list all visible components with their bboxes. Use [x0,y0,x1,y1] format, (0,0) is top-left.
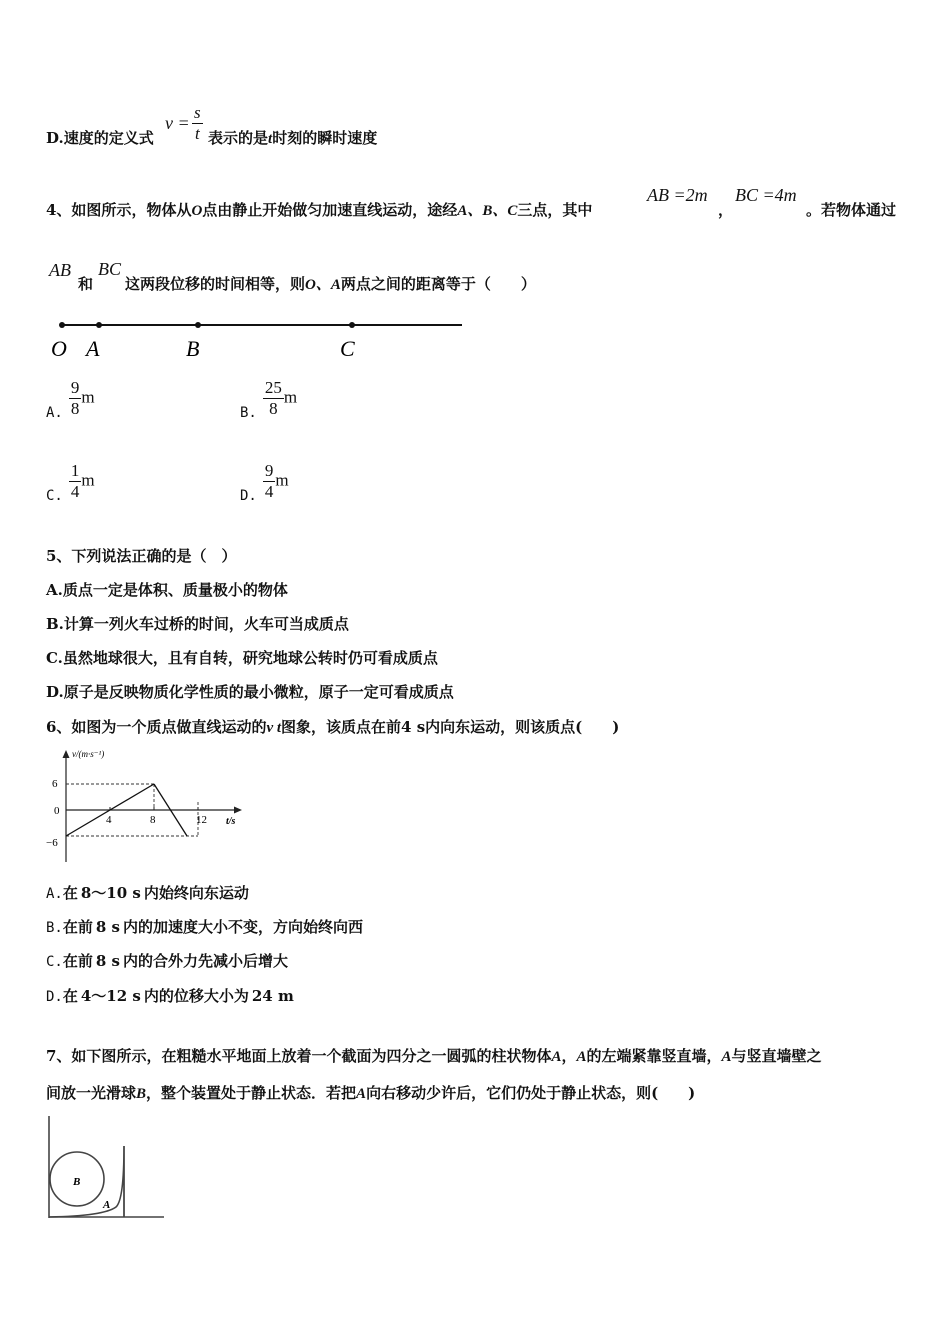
option-label: A. [46,581,63,599]
formula-lhs: v = [165,113,190,133]
option-text: 原子是反映物质化学性质的最小微粒，原子一定可看成质点 [63,683,454,701]
q7-a1: A [551,1049,562,1065]
y-tick-label-0: 0 [54,805,60,817]
q7-stem-line1 [46,1045,822,1066]
q7-text-1c: 的左端紧靠竖直墙， [586,1047,722,1065]
option-den: 8 [70,399,80,418]
q4-stem-line1 [46,199,592,220]
q7-text-2c: 向右移动少许后，它们仍处于静止状态，则( ) [366,1084,696,1102]
option-num: 25 [264,378,282,397]
option-text-b: 内的位移大小为 [143,987,249,1005]
q4-comma: ， [718,201,734,219]
q4-oa: O、A [305,277,341,293]
option-label: D. [46,989,63,1005]
option-label: C. [46,954,63,970]
label-b: B [186,336,200,361]
option-num: 1 [70,461,80,480]
q6-text-c: 内向东运动，则该质点( ) [425,718,620,736]
q6-vt-chart [44,744,254,864]
option-bold: 8 s [95,918,120,936]
q7-text-1a: 7、如下图所示，在粗糙水平地面上放着一个截面为四分之一圆弧的柱状物体 [46,1047,552,1065]
point-a [96,322,102,328]
q4-text-b: 点由静止开始做匀加速直线运动，途经 [202,201,458,219]
y-tick-label-6: 6 [52,778,58,790]
q4-bc-equation [735,185,797,206]
option-text-a: 在前 [62,918,93,936]
text-t: t [268,131,273,147]
text-post2: 时刻的瞬时速度 [272,129,378,147]
q5-option-d[interactable] [46,681,454,702]
x-tick-label-8: 8 [150,814,156,826]
q6-option-b[interactable] [46,916,363,937]
option-bold: 4～12 s [80,987,141,1005]
label-c: C [340,336,355,361]
q4-he: 和 [78,275,94,293]
option-label: D. [240,487,257,504]
text-post1: 表示的是 [208,129,269,147]
q5-option-a[interactable] [46,579,288,600]
q6-option-a[interactable] [46,882,249,903]
y-tick-label-neg6: −6 [46,837,58,849]
q7-figure [44,1112,168,1222]
option-text: 质点一定是体积、质量极小的物体 [62,581,288,599]
label-o: O [51,336,67,361]
q4-stem-line1-end: 。若物体通过 [806,201,897,219]
ball-b-label: B [73,1176,81,1188]
q4-option-b[interactable] [240,378,297,419]
option-label: C. [46,649,63,667]
q4-option-c[interactable] [46,461,95,502]
option-unit: m [81,470,95,490]
option-label: B. [46,615,64,633]
q6-text-b: 图象，该质点在前 [281,718,402,736]
q7-text-2b: ，整个装置处于静止状态．若把 [146,1084,357,1102]
q4-stem-line2 [125,273,536,294]
q4-text-c: 三点，其中 [517,201,593,219]
option-unit: m [275,470,289,490]
y-axis-arrow [63,750,70,758]
ab-eq: AB =2m [647,185,708,205]
q4-bc-symbol: BC [98,259,122,279]
option-den: 4 [264,482,274,501]
q5-option-b[interactable] [46,613,349,634]
q4-option-a[interactable] [46,378,95,419]
formula-fraction [192,103,203,144]
q7-a4: A [356,1086,367,1102]
q4-o: O [191,203,203,219]
q7-a2: A [576,1049,587,1065]
x-axis-arrow [234,807,242,814]
option-text-b: 内始终向东运动 [143,884,249,902]
option-label: B. [46,920,63,936]
bc-eq: BC =4m [735,185,797,205]
q4-ab-symbol: AB [49,260,71,280]
option-label: D. [46,683,64,701]
q6-4s: 4 s [401,718,426,736]
q6-text-a: 6、如图为一个质点做直线运动的 [46,718,267,736]
q3-option-d [46,127,154,148]
option-text-a: 在 [62,987,78,1005]
x-tick-label-4: 4 [106,814,112,826]
q4-text-e: 这两段位移的时间相等，则 [125,275,306,293]
x-tick-label-12: 12 [196,814,207,826]
option-unit: m [81,387,95,407]
point-c [349,322,355,328]
option-num: 9 [70,378,80,397]
q7-a3: A [721,1049,732,1065]
q4-option-d[interactable] [240,461,289,502]
option-label: D. [46,129,64,147]
option-bold: 8 s [95,952,120,970]
q6-stem [46,716,619,737]
option-text: 虽然地球很大，且有自转，研究地球公转时仍可看成质点 [62,649,438,667]
block-a-label: A [103,1199,111,1211]
option-den: 8 [269,399,278,418]
q6-vt: v t [266,720,282,736]
y-axis-label: v/(m·s⁻¹) [72,749,105,759]
q4-text-a: 4、如图所示，物体从 [46,201,192,219]
q4-text-f: 两点之间的距离等于（ ） [340,275,536,293]
option-label: A. [46,886,63,902]
q7-text-2a: 间放一光滑球 [46,1084,137,1102]
q7-b1: B [136,1086,147,1102]
q7-text-1d: 与竖直墙壁之 [731,1047,822,1065]
option-num: 9 [264,461,274,480]
chart-axes [63,750,243,862]
q6-option-d[interactable] [46,985,294,1006]
option-label: C. [46,487,63,504]
point-b [195,322,201,328]
option-text-pre: 速度的定义式 [63,129,154,147]
q5-stem: 5、下列说法正确的是（ ） [46,547,237,565]
formula-den: t [194,124,200,143]
option-den: 4 [70,482,80,501]
label-a: A [86,336,100,361]
q7-text-1b: ， [561,1047,577,1065]
option-text-b: 内的合外力先减小后增大 [122,952,288,970]
option-bold: 8～10 s [80,884,141,902]
option-text-b: 内的加速度大小不变，方向始终向西 [122,918,363,936]
option-text: 计算一列火车过桥的时间，火车可当成质点 [63,615,349,633]
point-o [59,322,65,328]
option-bold2: 24 m [251,987,294,1005]
option-label: B. [240,404,257,421]
option-text-a: 在前 [62,952,93,970]
quarter-arc-block-a [49,1146,124,1217]
x-axis-label: t/s [226,816,236,827]
q6-option-c[interactable] [46,950,288,971]
formula-num: s [194,103,201,122]
option-unit: m [283,387,298,407]
q7-stem-line2 [46,1082,695,1103]
q4-ab-equation [647,185,708,206]
q3-option-d-tail [208,127,377,148]
q4-line-diagram [40,312,480,368]
q4-abc: A、B、C [457,203,518,219]
q5-option-c[interactable] [46,647,438,668]
option-label: A. [46,404,63,421]
option-text-a: 在 [62,884,78,902]
